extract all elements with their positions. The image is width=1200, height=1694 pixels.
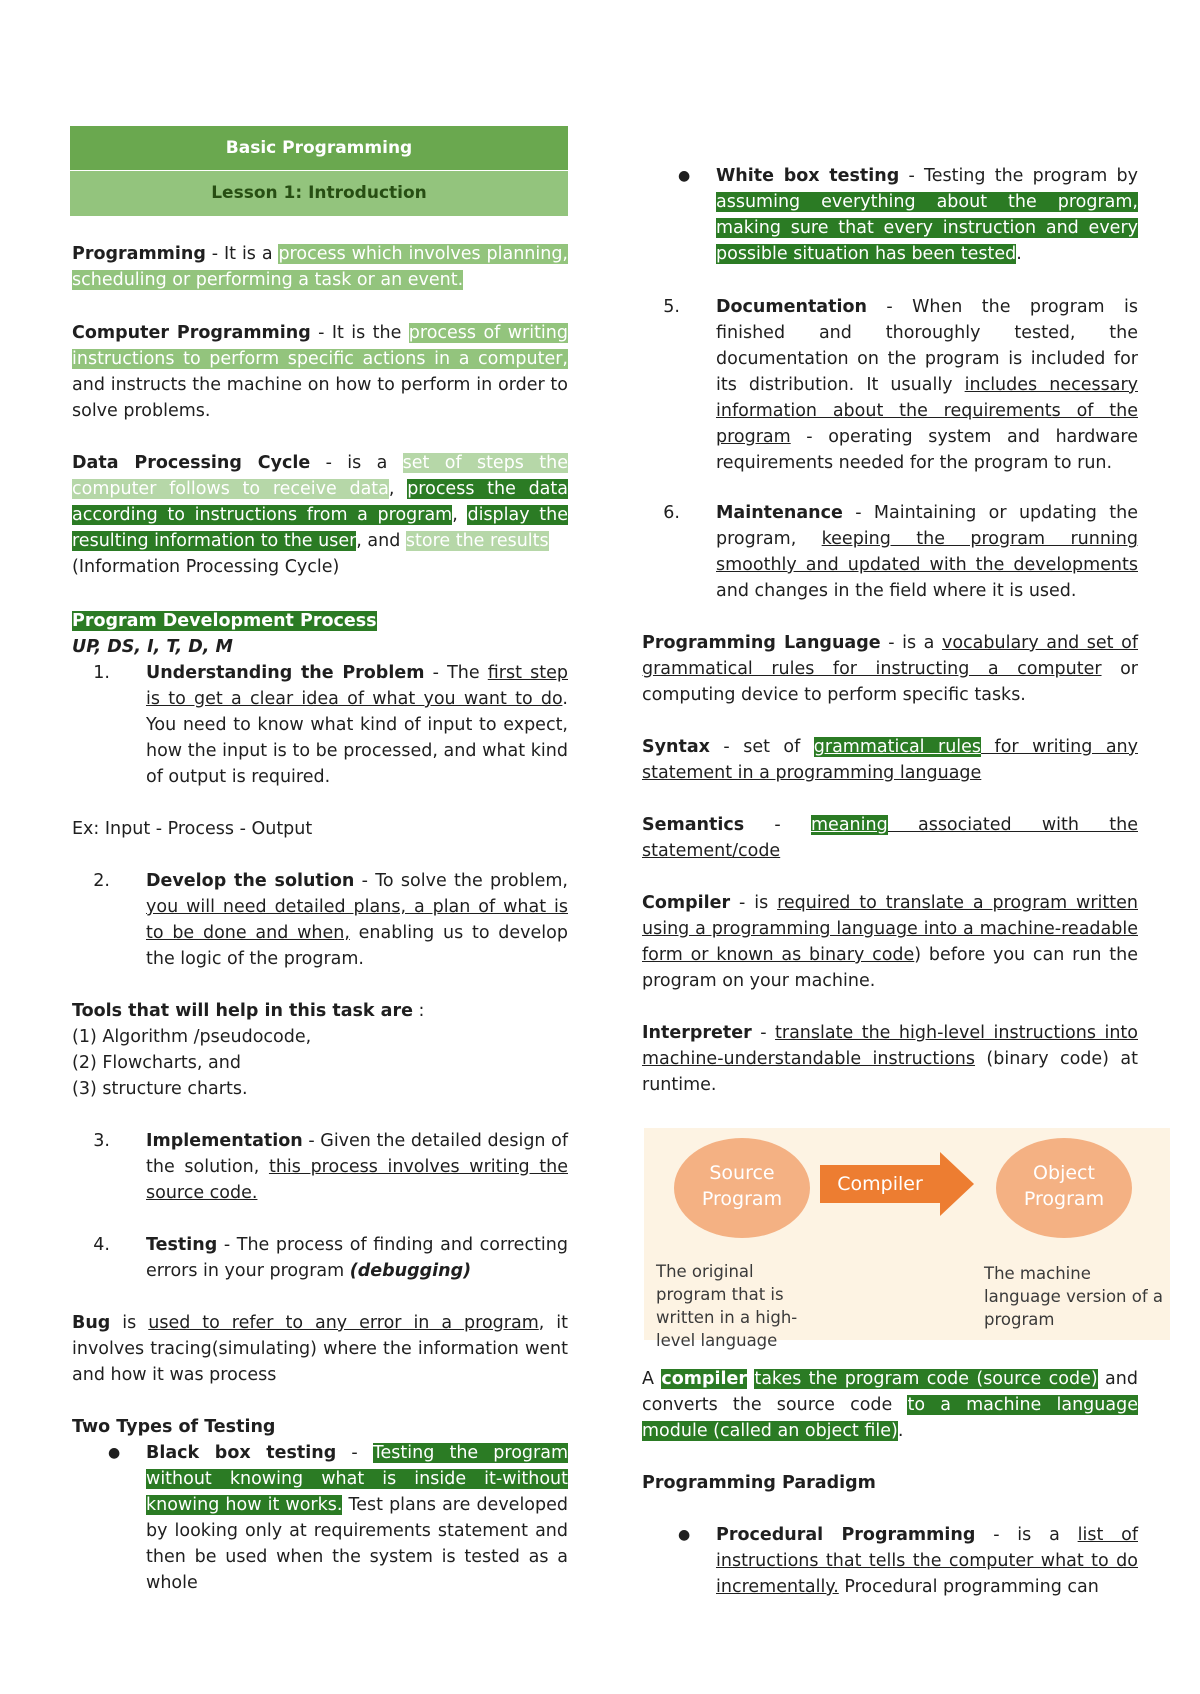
arrow-head-icon <box>940 1152 974 1216</box>
programming-language-definition: Programming Language - is a vocabulary and set of grammatical rules for instructing a computer or computing device to perform specific tasks. <box>642 633 1138 705</box>
compiler-arrow: Compiler <box>820 1165 940 1203</box>
lesson-banner <box>70 171 568 216</box>
data-processing-cycle-definition: Data Processing Cycle - is a set of steps the computer follows to receive data, process the data according to instructions from a program, display the resulting information to the user, and store the results (Information Processing Cycle) <box>72 453 568 577</box>
programming-definition: Programming - It is a process which involves planning, scheduling or performing a task or an event. <box>72 244 568 290</box>
paradigm-heading: Programming Paradigm <box>642 1473 876 1493</box>
bullet-icon: ● <box>678 1527 691 1543</box>
pdp-heading: Program Development Process <box>72 611 377 631</box>
tool-item: (3) structure charts. <box>72 1079 248 1099</box>
pdp-acronym: UP, DS, I, T, D, M <box>72 637 233 657</box>
object-caption: The machine language version of a program <box>984 1264 1164 1329</box>
syntax-definition: Syntax - set of grammatical rules for writing any statement in a programming language <box>642 737 1139 783</box>
semantics-definition: Semantics - meaning associated with the statement/code <box>642 815 1138 861</box>
compiler-note: A compiler takes the program code (source code) and converts the source code to a machine language module (called an object file). <box>642 1369 1138 1441</box>
object-program-circle: Object Program <box>996 1138 1132 1238</box>
bullet-icon: ● <box>108 1445 121 1461</box>
source-program-circle: Source Program <box>674 1138 810 1238</box>
interpreter-definition: Interpreter - translate the high-level instructions into machine-understandable instructions (binary code) at runtime. <box>642 1023 1138 1095</box>
tool-item: (2) Flowcharts, and <box>72 1053 241 1073</box>
tool-item: (1) Algorithm /pseudocode, <box>72 1027 312 1047</box>
lesson-title: Lesson 1: Introduction <box>211 183 427 203</box>
document-title: Basic Programming <box>225 138 413 158</box>
bug-definition: Bug is used to refer to any error in a program, it involves tracing(simulating) where the information went and how it was process <box>72 1313 568 1385</box>
example-line: Ex: Input - Process - Output <box>72 819 313 839</box>
compiler-definition: Compiler - is required to translate a program written using a programming language into a machine-readable form or known as binary code) before you can run the program on your machine. <box>642 893 1138 991</box>
bullet-icon: ● <box>678 168 691 184</box>
testing-types-heading: Two Types of Testing <box>72 1417 276 1437</box>
compiler-diagram <box>644 1128 1170 1350</box>
tools-heading: Tools that will help in this task are : <box>72 1001 425 1021</box>
computer-programming-definition: Computer Programming - It is the process of writing instructions to perform specific actions in a computer, and instructs the machine on how to perform in order to solve problems. <box>72 323 568 421</box>
title-banner <box>70 126 568 170</box>
source-caption: The original program that is written in a high-level language <box>656 1262 798 1350</box>
